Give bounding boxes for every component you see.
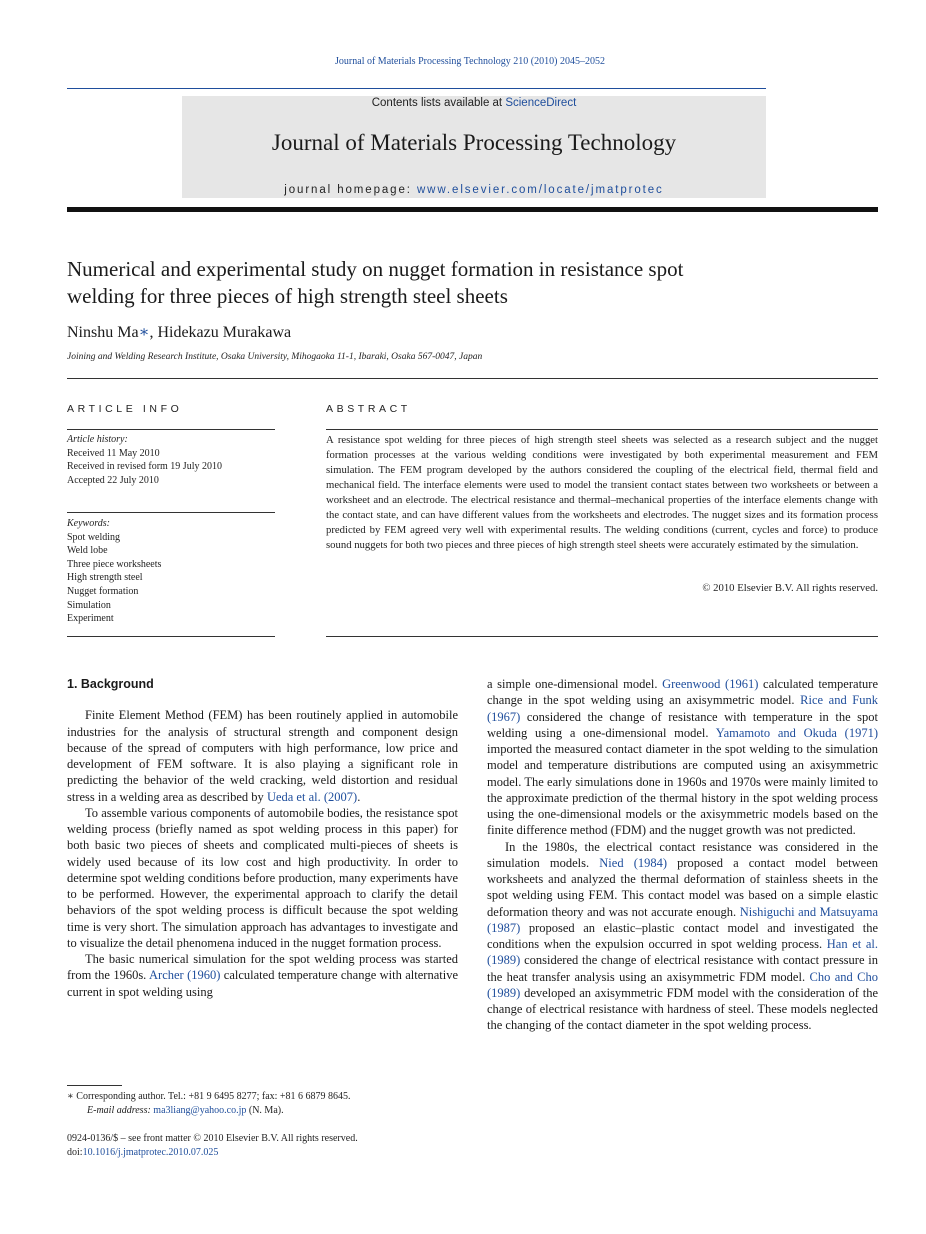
paragraph-text: a simple one-dimensional model. bbox=[487, 677, 663, 691]
keyword-item: Weld lobe bbox=[67, 545, 108, 557]
paragraph-text: Finite Element Method (FEM) has been routinely applied in automobile industries for the analysis of structural strength and component design because of the spread of computers with high performance, low price and development of FEM software. It is also playing a significant role in predicting the behavior of the weld cracking, weld distortion and residual stress in a welding area as described by bbox=[67, 708, 458, 804]
paragraph-text: proposed an elastic–plastic contact model and investigated the conditions when the expulsion occurred in spot welding process. bbox=[487, 920, 878, 951]
abstract-rule bbox=[326, 636, 878, 637]
corresponding-author-note bbox=[67, 1090, 458, 1104]
keyword-item: Spot welding bbox=[67, 531, 121, 543]
contents-prefix: Contents lists available at bbox=[371, 97, 506, 109]
body-paragraph bbox=[487, 676, 878, 839]
citation-link[interactable]: Greenwood (1961) bbox=[662, 677, 759, 691]
author-name: Ninshu Ma bbox=[67, 324, 139, 341]
citation-link[interactable]: Cho and Cho (1989) bbox=[487, 969, 878, 1000]
citation-link[interactable]: Nied (1984) bbox=[599, 855, 668, 870]
body-paragraph: To assemble various components of automobile bodies, the resistance spot welding process (briefly named as spot welding process in this paper) for both basic two pieces of sheets and complicated multi-pieces of sheets is widely used because of its low cost and high productivity. In order to determine spot welding conditions before production, many experiments have to be performed. However, the experimental approach to clarify the detail behaviors of the spot welding process is difficult because the spot welding time is very short. The simulation approach has advantages to investigate and to visualize the detail phenomena induced in the nugget formation process. bbox=[67, 805, 458, 950]
citation-link[interactable]: Yamamoto and Okuda (1971) bbox=[715, 725, 878, 740]
info-rule bbox=[67, 512, 275, 513]
paragraph-text: imported the measured contact diameter in the spot welding to the simulation model and temperature distributions are computed using an axisymmetric model. The early simulations done in 1960s and 1970s were mainly limited to the approximate prediction of the thermal history in the spot welding process using the one-dimensional models or the axisymmetric models based on the finite difference method (FDM) and the nugget growth was not predicted. bbox=[487, 742, 878, 838]
keyword-item: Three piece worksheets bbox=[67, 558, 162, 570]
journal-citation[interactable]: Journal of Materials Processing Technology 210 (2010) 2045–2052 bbox=[335, 56, 605, 67]
footnote-rule bbox=[67, 1085, 122, 1086]
citation-link[interactable]: Rice and Funk (1967) bbox=[487, 693, 878, 724]
email-suffix: (N. Ma). bbox=[246, 1104, 284, 1116]
doi-label: doi: bbox=[67, 1146, 83, 1158]
history-item: Received in revised form 19 July 2010 bbox=[67, 461, 222, 473]
keyword-item: Nugget formation bbox=[67, 585, 139, 597]
article-title-line-1: Numerical and experimental study on nugget formation in resistance spot bbox=[67, 257, 684, 281]
doi-link[interactable]: 10.1016/j.jmatprotec.2010.07.025 bbox=[82, 1146, 219, 1158]
section-heading: 1. Background bbox=[67, 677, 154, 691]
history-item: Accepted 22 July 2010 bbox=[67, 474, 159, 486]
body-paragraph bbox=[67, 951, 458, 1000]
body-paragraph bbox=[487, 839, 878, 1034]
abstract-rule bbox=[326, 429, 878, 430]
footnote-text: Corresponding author. Tel.: +81 9 6495 8277; fax: +81 6 6879 8645. bbox=[73, 1091, 351, 1102]
paragraph-text: proposed a contact model between worksheets and analyzed the thermal deformation of stainless sheets in the spot welding using FEM. This contact model was based on a simple elastic deformation theory and was not accurate enough. bbox=[487, 855, 878, 919]
abstract-text: A resistance spot welding for three pieces of high strength steel sheets was selected as a research subject and the nugget formation processes at the various welding conditions were investigated by both experimental measurement and FEM simulation. The FEM program developed by the authors considered the coupling of the electrical field, thermal field and mechanical field. The interface elements were used to model the transient contact states between two worksheets or between a worksheet and an electrode. The electrical resistance and thermal–mechanical properties of the interface elements change with the contact state, and can have different values from the worksheets and electrodes. The nugget sizes and its formation process predicted by FEM agreed very well with experimental results. The welding conditions (current, cycles and force) to produce sound nuggets for both two pieces and three pieces of high strength steel sheets were accurately estimated by the simulation. bbox=[326, 434, 878, 551]
body-right-column bbox=[487, 676, 878, 1034]
doi-line bbox=[67, 1146, 458, 1160]
paragraph-text: developed an axisymmetric FDM model with the consideration of the change of electrical resistance with hardness of steel. These models neglected the changing of the contact diameter in the spot welding process. bbox=[487, 985, 878, 1033]
paragraph-text: considered the change of electrical resistance with contact pressure in the heat transfer analysis using an axisymmetric FDM model. bbox=[487, 953, 878, 984]
front-matter bbox=[67, 1132, 458, 1159]
paragraph-text: In the 1980s, the electrical contact resistance was considered in the simulation models. bbox=[487, 839, 878, 870]
paragraph-text: calculated temperature change in the spot welding using an axisymmetric model. bbox=[487, 677, 879, 708]
author-list bbox=[67, 322, 291, 342]
corresponding-author-marker[interactable]: ∗ bbox=[138, 324, 150, 341]
body-left-column bbox=[67, 676, 458, 1000]
email-link[interactable]: ma3liang@yahoo.co.jp bbox=[153, 1104, 247, 1116]
header-rule bbox=[67, 88, 766, 89]
keywords bbox=[67, 517, 275, 626]
affiliation-rule bbox=[67, 378, 878, 379]
homepage-line bbox=[182, 184, 766, 196]
keyword-item: Simulation bbox=[67, 599, 111, 611]
author-separator: , bbox=[149, 324, 158, 341]
keywords-label: Keywords: bbox=[67, 518, 110, 529]
issn-line: 0924-0136/$ – see front matter © 2010 Elsevier B.V. All rights reserved. bbox=[67, 1133, 358, 1144]
keyword-item: High strength steel bbox=[67, 572, 143, 584]
article-history bbox=[67, 433, 275, 487]
citation-link[interactable]: Ueda et al. (2007) bbox=[266, 789, 358, 804]
email-line bbox=[67, 1104, 458, 1118]
affiliation: Joining and Welding Research Institute, Osaka University, Mihogaoka 11-1, Ibaraki, Osaka 567-0047, Japan bbox=[67, 352, 483, 362]
footnote bbox=[67, 1090, 458, 1117]
journal-title: Journal of Materials Processing Technology bbox=[271, 130, 677, 155]
contents-line bbox=[182, 97, 766, 109]
paragraph-text: The basic numerical simulation for the spot welding process was started from the 1960s. bbox=[67, 952, 458, 983]
paragraph-text: considered the change of resistance with temperature in the spot welding using a one-dimensional model. bbox=[487, 709, 878, 740]
homepage-label: journal homepage: bbox=[284, 184, 417, 196]
paragraph-text: . bbox=[357, 789, 361, 804]
article-title-line-2: welding for three pieces of high strength steel sheets bbox=[67, 284, 508, 308]
abstract-heading: ABSTRACT bbox=[326, 403, 411, 415]
citation-link[interactable]: Archer (1960) bbox=[149, 968, 221, 983]
body-paragraph bbox=[67, 707, 458, 805]
copyright: © 2010 Elsevier B.V. All rights reserved. bbox=[702, 582, 878, 594]
keyword-item: Experiment bbox=[67, 613, 114, 625]
citation-link[interactable]: Nishiguchi and Matsuyama (1987) bbox=[487, 904, 878, 935]
email-label: E-mail address: bbox=[87, 1104, 154, 1116]
article-info-heading: ARTICLE INFO bbox=[67, 403, 183, 415]
author-name: Hidekazu Murakawa bbox=[157, 324, 292, 341]
info-rule bbox=[67, 636, 275, 637]
footnote-marker: ∗ bbox=[67, 1091, 74, 1102]
homepage-url-link[interactable]: www.elsevier.com/locate/jmatprotec bbox=[416, 184, 664, 196]
history-label: Article history: bbox=[67, 434, 128, 445]
info-rule bbox=[67, 429, 275, 430]
history-item: Received 11 May 2010 bbox=[67, 447, 160, 459]
sciencedirect-link[interactable]: ScienceDirect bbox=[505, 97, 577, 109]
citation-link[interactable]: Han et al. (1989) bbox=[487, 937, 878, 968]
paragraph-text: calculated temperature change with alternative current in spot welding using bbox=[67, 968, 458, 999]
header-thick-rule bbox=[67, 207, 878, 212]
article-title bbox=[67, 256, 878, 310]
